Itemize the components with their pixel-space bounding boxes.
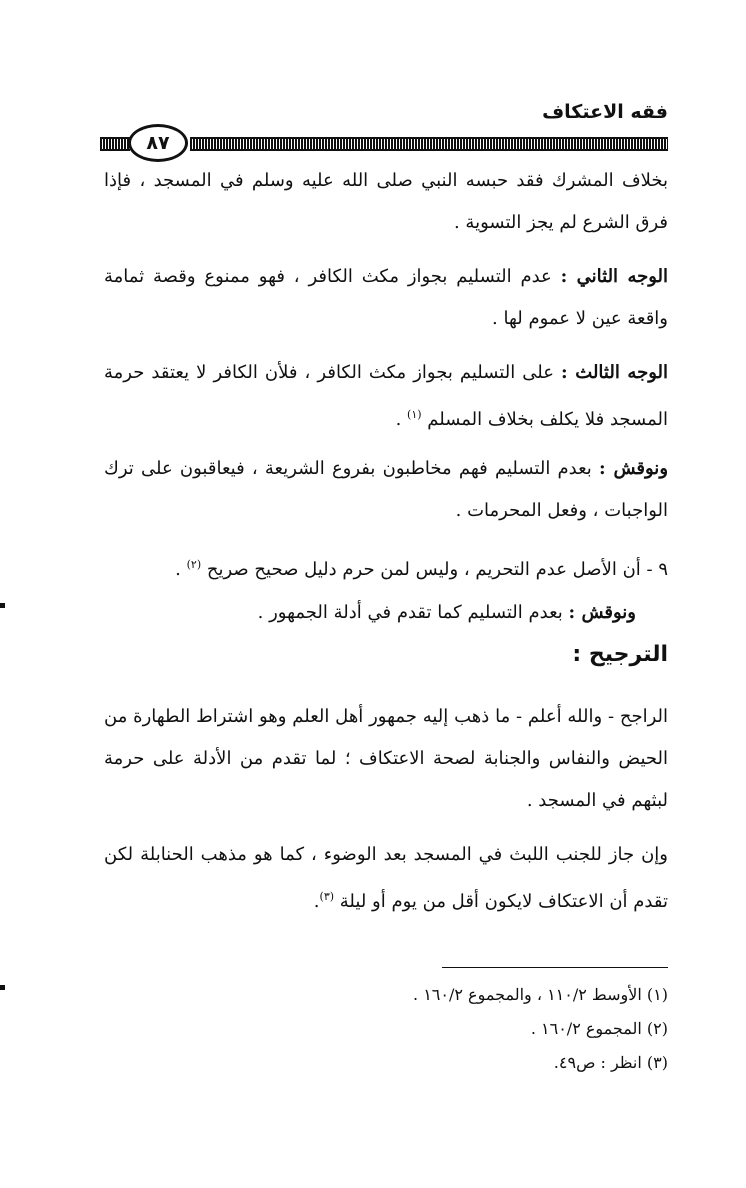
footnotes <box>413 978 668 1080</box>
paragraph-8-end: . <box>313 891 320 912</box>
paragraph-8 <box>104 834 668 923</box>
paragraph-2 <box>104 256 668 340</box>
paragraph-6 <box>104 592 636 634</box>
footnote-ref-1[interactable]: (١) <box>407 408 422 421</box>
paragraph-3-text: على التسليم بجواز مكث الكافر ، فلأن الكافر لا يعتقد حرمة المسجد فلا يكلف بخلاف المسلم <box>104 362 668 430</box>
paragraph-1 <box>104 160 668 244</box>
section-heading: الترجيح : <box>572 642 668 667</box>
paragraph-3-lead: الوجه الثالث : <box>561 362 668 383</box>
margin-mark <box>0 603 5 608</box>
paragraph-4-text: بعدم التسليم فهم مخاطبون بفروع الشريعة ، فيعاقبون على ترك الواجبات ، وفعل المحرمات . <box>104 458 668 521</box>
paragraph-3-end: . <box>395 409 408 430</box>
paragraph-6-text: بعدم التسليم كما تقدم في أدلة الجمهور . <box>257 602 569 623</box>
header-rule-right <box>190 137 668 151</box>
paragraph-6-lead: ونوقش : <box>568 602 636 623</box>
paragraph-4-lead: ونوقش : <box>599 458 669 479</box>
paragraph-5-end: . <box>175 559 187 580</box>
running-title: فقه الاعتكاف <box>542 101 668 123</box>
header-rule-left <box>100 137 130 151</box>
footnote-separator <box>442 967 668 968</box>
footnote-ref-2[interactable]: (٢) <box>186 558 202 571</box>
paragraph-4 <box>104 448 668 532</box>
paragraph-2-lead: الوجه الثاني : <box>560 266 669 287</box>
paragraph-2-text: عدم التسليم بجواز مكث الكافر ، فهو ممنوع وقصة ثمامة واقعة عين لا عموم لها . <box>104 266 668 329</box>
paragraph-5 <box>104 544 668 591</box>
footnote-1: (١) الأوسط ١١٠/٢ ، والمجموع ١٦٠/٢ . <box>413 985 668 1004</box>
paragraph-7 <box>104 696 668 822</box>
footnote-ref-3[interactable]: (٣) <box>319 890 335 903</box>
paragraph-7-text: الراجح - والله أعلم - ما ذهب إليه جمهور أهل العلم وهو اشتراط الطهارة من الحيض والنفاس والجنابة لصحة الاعتكاف ؛ لما تقدم من الأدلة على حرمة لبثهم في المسجد . <box>104 706 668 811</box>
footnote-3: (٣) انظر : ص٤٩. <box>553 1053 668 1072</box>
paragraph-3 <box>104 352 668 441</box>
footnote-2: (٢) المجموع ١٦٠/٢ . <box>530 1019 668 1038</box>
page-number: ٨٧ <box>128 124 188 162</box>
paragraph-5-text: ٩ - أن الأصل عدم التحريم ، وليس لمن حرم دليل صحيح صريح <box>206 559 668 580</box>
paragraph-1-text: بخلاف المشرك فقد حبسه النبي صلى الله عليه وسلم في المسجد ، فإذا فرق الشرع لم يجز التسوية . <box>104 170 668 233</box>
paragraph-8-text: وإن جاز للجنب اللبث في المسجد بعد الوضوء ، كما هو مذهب الحنابلة لكن تقدم أن الاعتكاف لايكون أقل من يوم أو ليلة <box>104 844 668 912</box>
margin-mark <box>0 985 5 990</box>
